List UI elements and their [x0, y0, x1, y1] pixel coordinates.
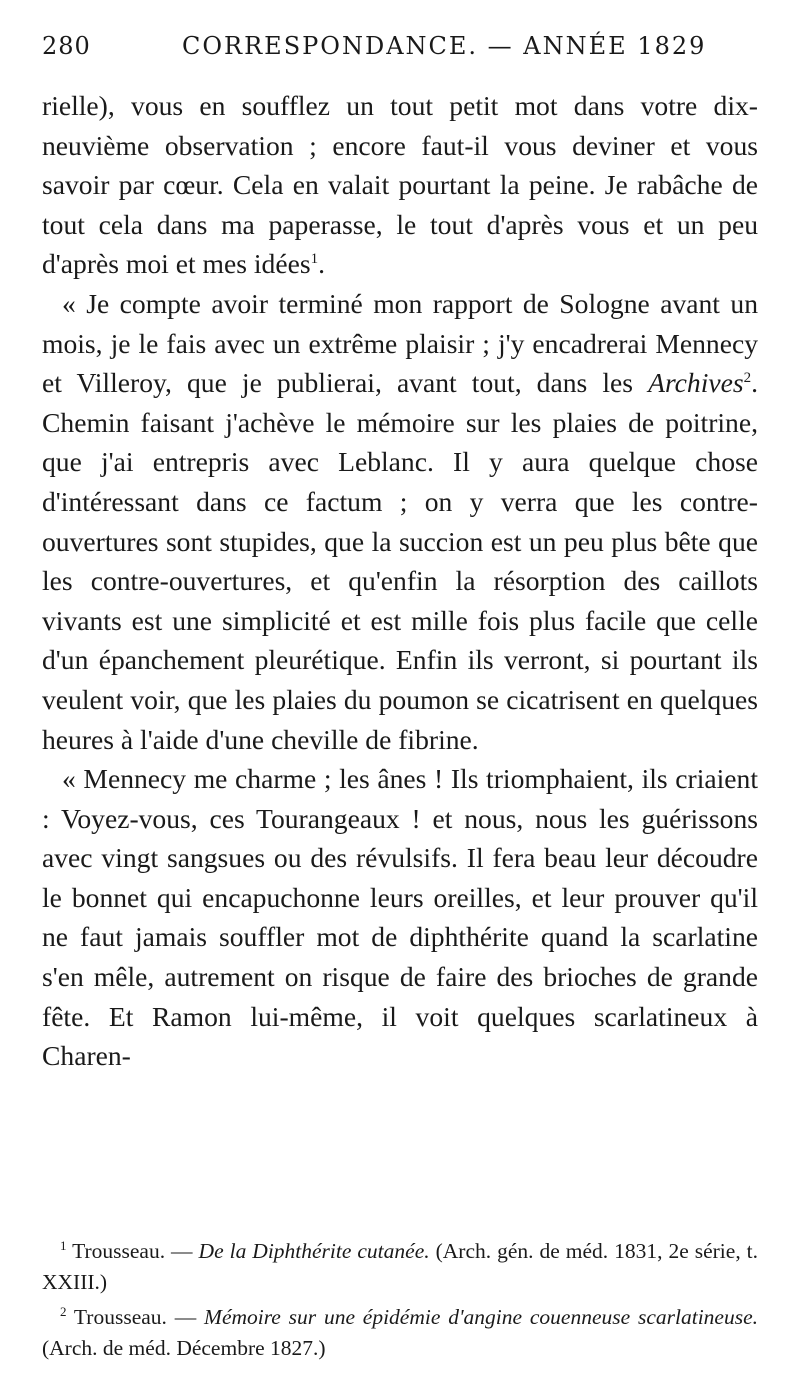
footnote-1-title: De la Diphthérite cutanée.: [198, 1239, 430, 1263]
main-text: [42, 86, 758, 1076]
running-title: CORRESPONDANCE. — ANNÉE 1829: [182, 32, 707, 60]
footnote-1-source: (Arch. gén. de méd. 1831, 2e série, t. XXIII.): [42, 1239, 759, 1294]
paragraph-1-text: rielle), vous en soufflez un tout petit mot dans votre dix-neuvième observation ; encore faut-il vous deviner et vous savoir par cœur. Cela en valait pourtant la peine. Je rabâche de tout cela dans ma paperasse, le tout d'après vous et un peu d'après moi et mes idées: [42, 90, 758, 280]
footnote-1-mark: 1: [60, 1237, 67, 1253]
paragraph-3: « Mennecy me charme ; les ânes ! Ils triomphaient, ils criaient : Voyez-vous, ces Tourangeaux ! et nous, nous les guérissons avec vingt sangsues ou des révulsifs. Il fera beau leur découdre le bonnet qui encapuchonne leurs oreilles, et leur prouver qu'il ne faut jamais souffler mot de diphthérite quand la scarlatine s'en mêle, autrement on risque de faire des brioches de grande fête. Et Ramon lui-même, il voit quelques scarlatineux à Charen-: [42, 763, 758, 1072]
footnote-2-mark: 2: [60, 1303, 67, 1319]
footnote-2: [42, 1302, 758, 1364]
footnote-2-title: Mémoire sur une épidémie d'angine couenneuse scarlatineuse.: [204, 1305, 758, 1329]
footnote-2-author: Trousseau. —: [73, 1305, 197, 1329]
archives-title: Archives: [648, 367, 744, 399]
footnote-ref-1[interactable]: 1: [310, 251, 319, 268]
paragraph-2-text-start: « Je compte avoir terminé mon rapport de Sologne avant un mois, je le fais avec un extrême plaisir ; j'y encadrerai Mennecy et Villeroy, que je publierai, avant tout, dans les: [42, 287, 758, 399]
footnote-2-source: (Arch. de méd. Décembre 1827.): [42, 1336, 326, 1360]
footnote-1: [42, 1236, 758, 1298]
paragraph-2-text-end: . Chemin faisant j'achève le mémoire sur les plaies de poitrine, que j'ai entrepris avec Leblanc. Il y aura quelque chose d'intéressant dans ce factum ; on y verra que les contre-ouvertures sont stupides, que la succion est un peu plus bête que les contre-ouvertures, et qu'enfin la résorption des caillots vivants est une simplicité et est mille fois plus facile que celle d'un épanchement pleurétique. Enfin ils verront, si pourtant ils veulent voir, que les plaies du poumon se cicatrisent en quelques heures à l'aide d'une cheville de fibrine.: [42, 367, 759, 755]
paragraph-2: [42, 284, 758, 759]
footnotes: [42, 1236, 758, 1368]
footnote-ref-2[interactable]: 2: [743, 369, 752, 386]
page-number: 280: [42, 32, 91, 60]
running-header: [42, 32, 758, 72]
paragraph-1-end: .: [318, 248, 325, 280]
paragraph-1: [42, 86, 758, 284]
footnote-1-author: Trousseau. —: [72, 1239, 193, 1263]
